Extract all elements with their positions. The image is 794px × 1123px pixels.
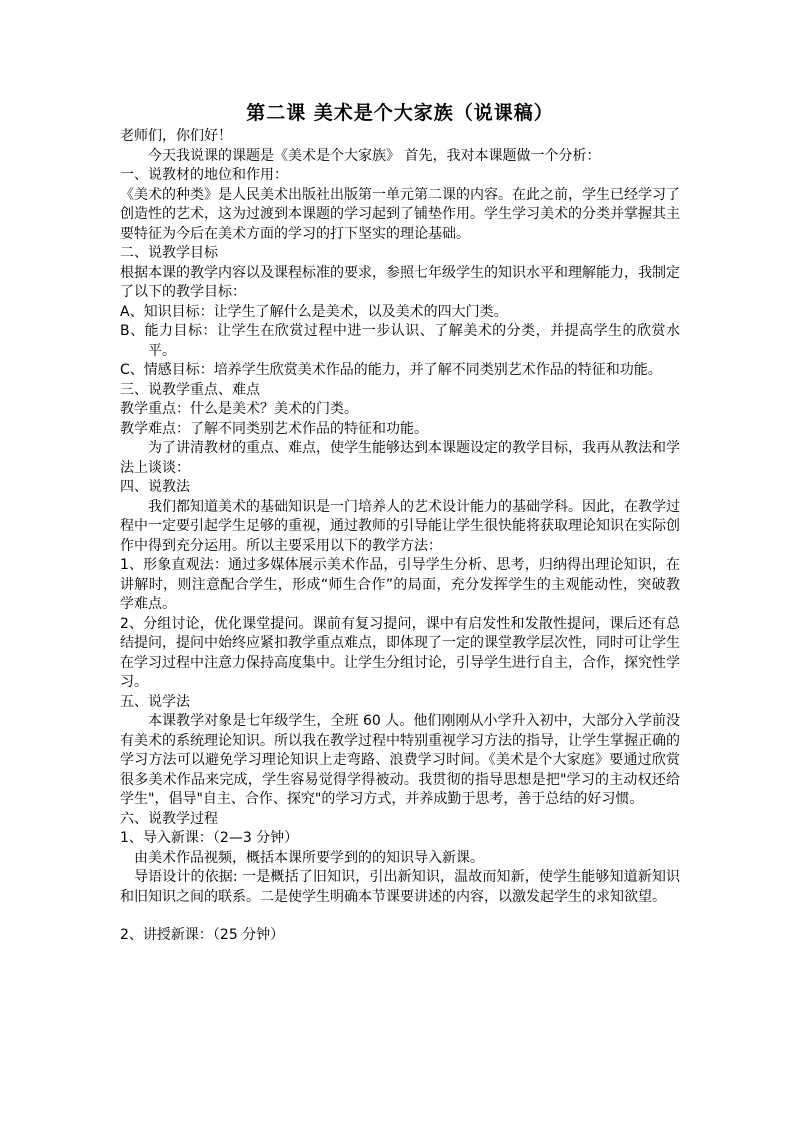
key-point: 教学重点：什么是美术？美术的门类。 [120, 401, 358, 417]
step-1-description: 由美术作品视频，概括本课所要学到的的知识导入新课。 [134, 849, 484, 866]
transition-paragraph: 为了讲清教材的重点、难点，使学生能够达到本课题设定的教学目标，我再从教法和学法上谈谈： [120, 440, 680, 476]
step-1-rationale: 导语设计的依据: 一是概括了旧知识，引出新知识，温故而知新，使学生能够知道新知识和旧知识之间的联系。二是使学生明确本节课要讲述的内容，以激发起学生的求知欲望。 [120, 869, 680, 905]
section-heading-3: 三、说教学重点、难点 [120, 381, 260, 398]
section-heading-2: 二、说教学目标 [120, 245, 218, 261]
method-2-paragraph: 2、分组讨论，优化课堂提问。课前有复习提问，课中有启发性和发散性提问，课后还有总结提问，提问中始终应紧扣教学重点难点，即体现了一定的课堂教学层次性，同时可让学生在学习过程中注意力保持高度集中。让学生分组讨论，引导学生进行自主，合作，探究性学习。 [120, 615, 680, 690]
goal-knowledge: A、知识目标：让学生了解什么是美术，以及美术的四大门类。 [120, 303, 508, 320]
learning-method-paragraph: 本课教学对象是七年级学生，全班 60 人。他们刚刚从小学升入初中，大部分入学前没有美术的系统理论知识。所以我在教学过程中特别重视学习方法的指导，让学生掌握正确的学习方法可以避免学习理论知识上走弯路、浪费学习时间。《美术是个大家庭》要通过欣赏很多美术作品来完成，学生容易觉得学得被动。我贯彻的指导思想是把"学习的主动权还给学生"，倡导"自主、合作、探究"的学习方式，并养成勤于思考，善于总结的好习惯。 [120, 713, 680, 807]
section-heading-1: 一、说教材的地位和作用： [120, 167, 288, 183]
section-heading-5: 五、说学法 [120, 693, 190, 710]
section-heading-6: 六、说教学过程 [120, 810, 218, 827]
blank-line [120, 907, 680, 926]
step-2-heading: 2、讲授新课：（25 分钟） [120, 927, 285, 943]
teaching-method-paragraph: 我们都知道美术的基础知识是一门培养人的艺术设计能力的基础学科。因此，在教学过程中一定要引起学生足够的重视，通过教师的引导能让学生很快能将获取理论知识在实际创作中得到充分运用。所以主要采用以下的教学方法： [120, 498, 680, 554]
section-heading-4: 四、说教法 [120, 479, 190, 495]
goal-ability: B、能力目标：让学生在欣赏过程中进一步认识、了解美术的分类，并提高学生的欣赏水平。 [120, 323, 680, 359]
textbook-paragraph: 《美术的种类》是人民美术出版社出版第一单元第二课的内容。在此之前，学生已经学习了创造性的艺术，这为过渡到本课题的学习起到了铺垫作用。学生学习美术的分类并掌握其主要特征为今后在美术方面的学习的打下坚实的理论基础。 [120, 186, 680, 242]
method-1-paragraph: 1、形象直观法：通过多媒体展示美术作品，引导学生分析、思考，归纳得出理论知识，在讲解时，则注意配合学生，形成“师生合作”的局面，充分发挥学生的主观能动性，突破教学难点。 [120, 557, 680, 612]
step-1-heading: 1、导入新课：（2—3 分钟） [120, 830, 299, 846]
document-page [120, 100, 680, 946]
greeting: 老师们，你们好！ [120, 128, 232, 144]
goals-intro-paragraph: 根据本课的教学内容以及课程标准的要求，参照七年级学生的知识水平和理解能力，我制定了以下的教学目标： [120, 264, 680, 300]
goal-emotion: C、情感目标：培养学生欣赏美术作品的能力，并了解不同类别艺术作品的特征和功能。 [120, 362, 662, 378]
document-title: 第二课 美术是个大家族（说课稿） [246, 102, 554, 124]
difficult-point: 教学难点：了解不同类别艺术作品的特征和功能。 [120, 420, 428, 437]
intro-paragraph: 今天我说课的课题是《美术是个大家族》 首先，我对本课题做一个分析： [148, 147, 601, 164]
